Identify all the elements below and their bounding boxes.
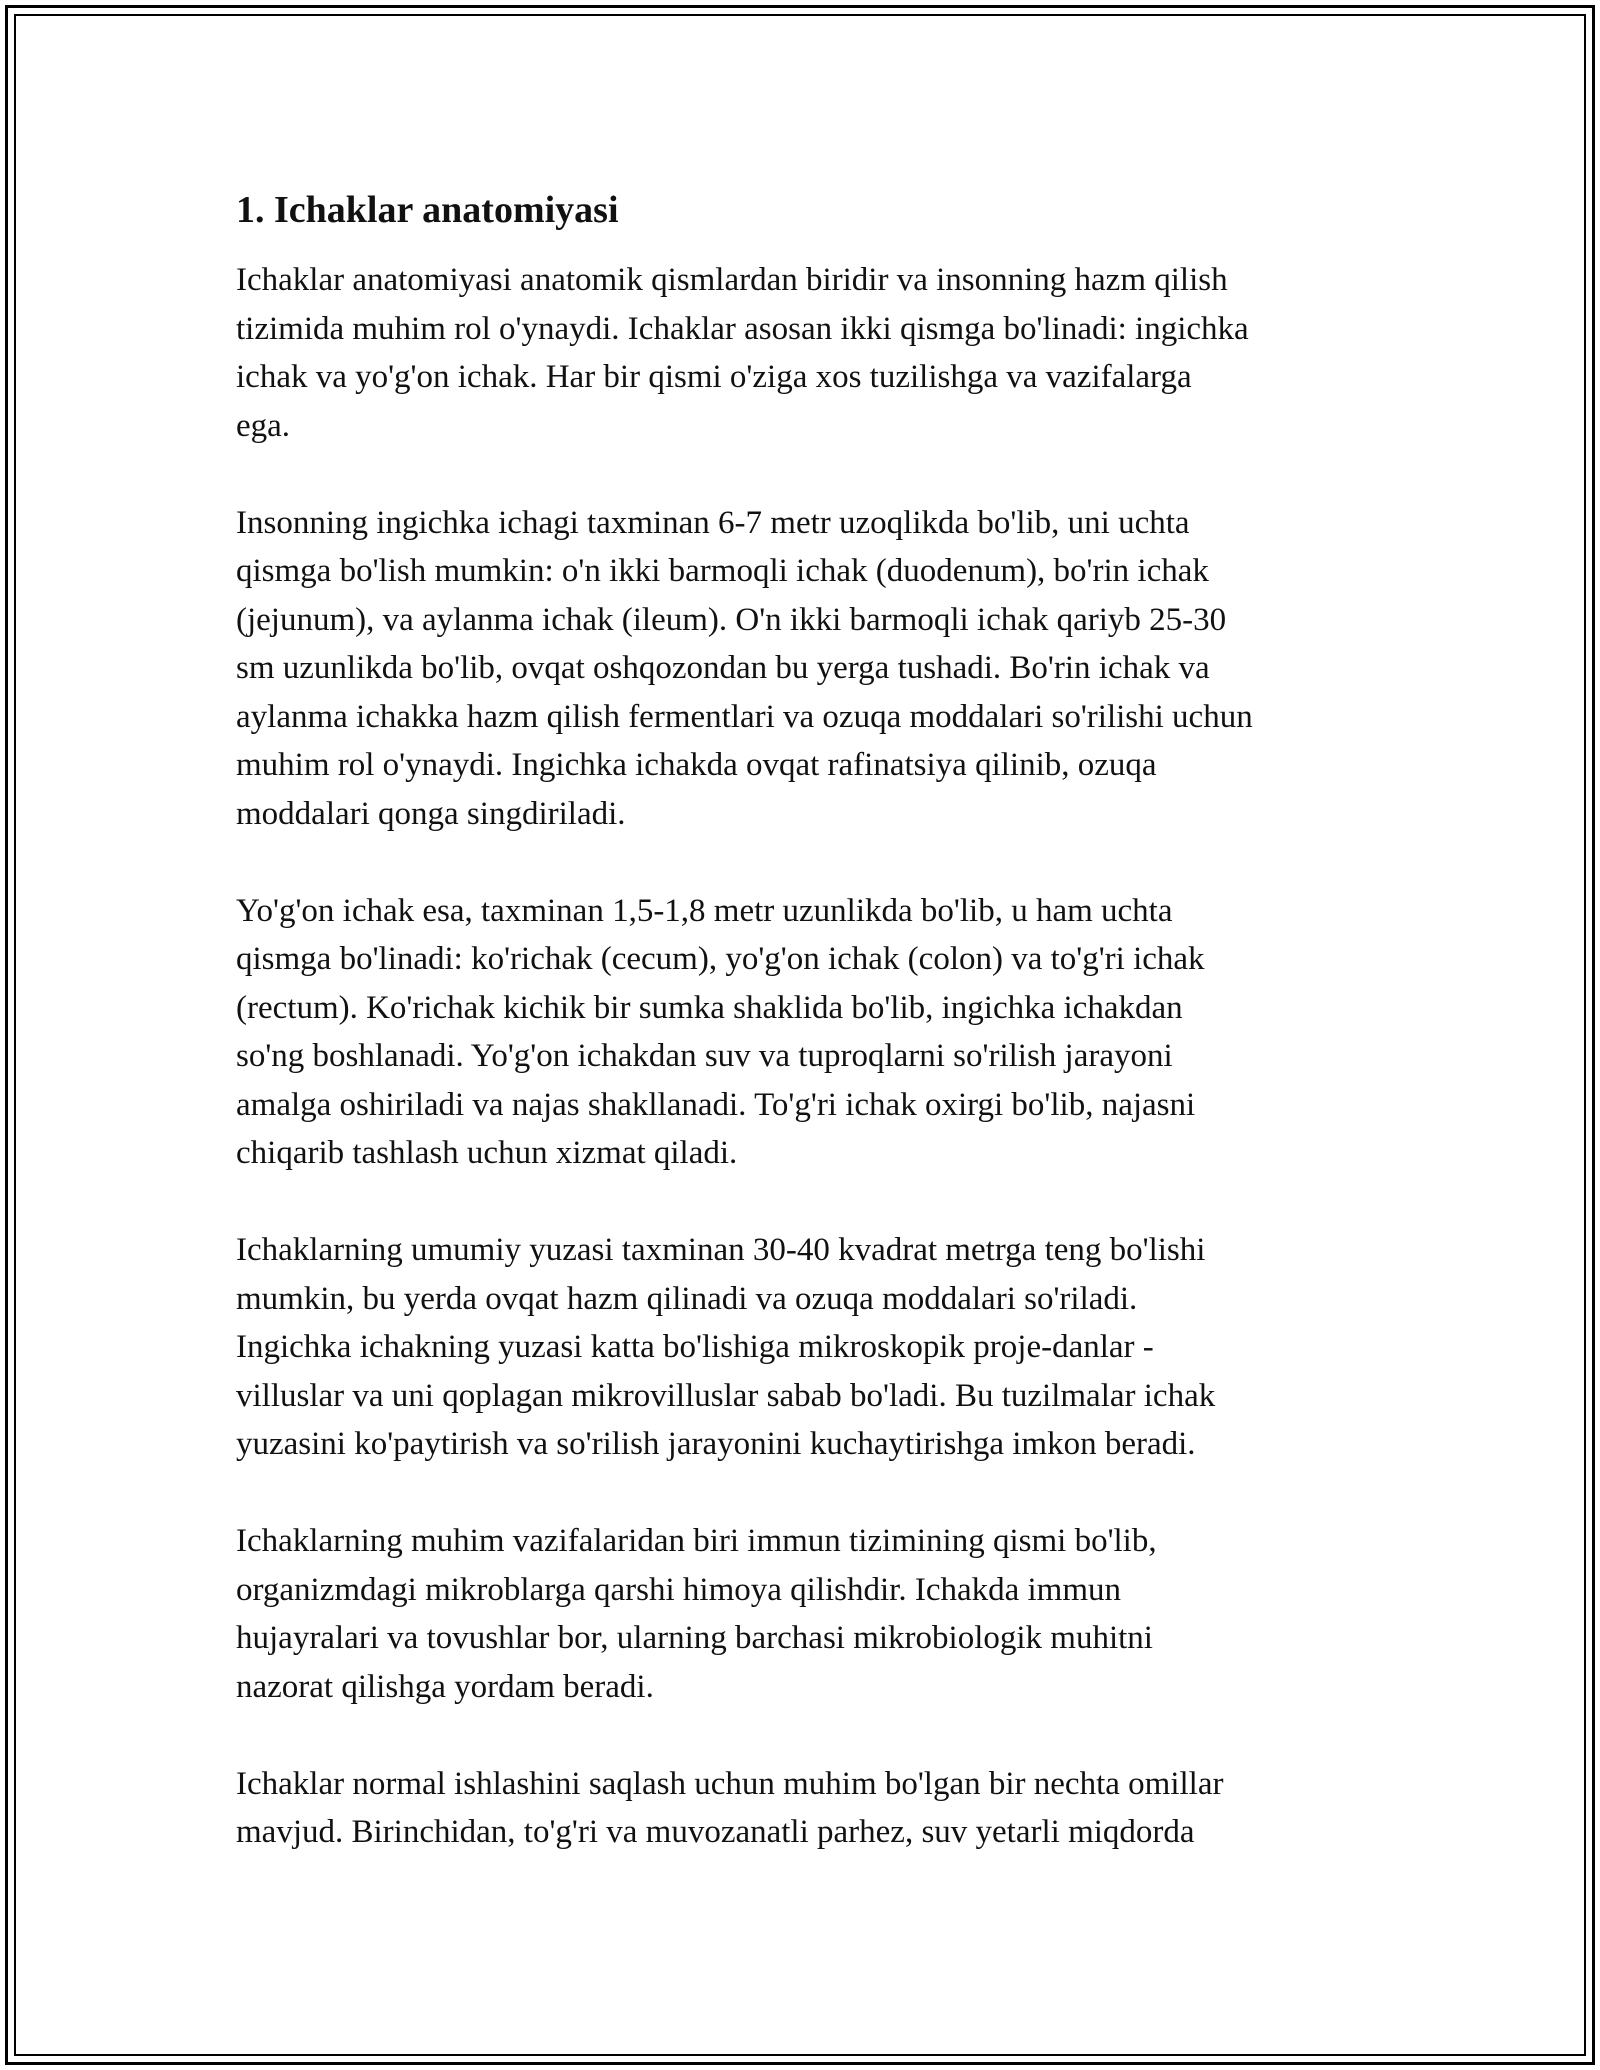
paragraph-line: Ingichka ichakning yuzasi katta bo'lishiga mikroskopik proje-danlar - <box>236 1329 1154 1365</box>
paragraph-line: hujayralari va tovushlar bor, ularning barchasi mikrobiologik muhitni <box>236 1620 1153 1656</box>
paragraph-line: mumkin, bu yerda ovqat hazm qilinadi va ozuqa moddalari so'riladi. <box>236 1280 1138 1317</box>
paragraph-line: (rectum). Ko'richak kichik bir sumka shaklida bo'lib, ingichka ichakdan <box>236 989 1183 1026</box>
document-body <box>236 186 1376 1905</box>
paragraph-line: qismga bo'lish mumkin: o'n ikki barmoqli ichak (duodenum), bo'rin ichak <box>236 553 1209 589</box>
paragraph-2 <box>236 499 1376 839</box>
paragraph-line: Ichaklar anatomiyasi anatomik qismlardan biridir va insonning hazm qilish <box>236 262 1228 298</box>
paragraph-line: moddalari qonga singdiriladi. <box>236 795 626 832</box>
paragraph-5 <box>236 1517 1376 1711</box>
paragraph-line: nazorat qilishga yordam beradi. <box>236 1668 654 1705</box>
paragraph-4 <box>236 1226 1376 1469</box>
paragraph-line: amalga oshiriladi va najas shakllanadi. To'g'ri ichak oxirgi bo'lib, najasni <box>236 1086 1196 1123</box>
paragraph-line: villuslar va uni qoplagan mikrovilluslar sabab bo'ladi. Bu tuzilmalar ichak <box>236 1377 1216 1414</box>
paragraph-line: tizimida muhim rol o'ynaydi. Ichaklar asosan ikki qismga bo'linadi: ingichka <box>236 310 1249 347</box>
paragraph-line: mavjud. Birinchidan, to'g'ri va muvozanatli parhez, suv yetarli miqdorda <box>236 1814 1195 1850</box>
paragraph-3 <box>236 887 1376 1178</box>
paragraph-line: organizmdagi mikroblarga qarshi himoya qilishdir. Ichakda immun <box>236 1571 1122 1608</box>
paragraph-line: muhim rol o'ynaydi. Ingichka ichakda ovqat rafinatsiya qilinib, ozuqa <box>236 747 1157 783</box>
paragraph-line: sm uzunlikda bo'lib, ovqat oshqozondan bu yerga tushadi. Bo'rin ichak va <box>236 650 1210 686</box>
section-heading: 1. Ichaklar anatomiyasi <box>236 189 619 231</box>
paragraph-line: Insonning ingichka ichagi taxminan 6-7 metr uzoqlikda bo'lib, uni uchta <box>236 504 1190 541</box>
paragraph-line: ichak va yo'g'on ichak. Har bir qismi o'ziga xos tuzilishga va vazifalarga <box>236 359 1192 395</box>
paragraph-line: Ichaklarning umumiy yuzasi taxminan 30-40 kvadrat metrga teng bo'lishi <box>236 1232 1206 1268</box>
paragraph-line: qismga bo'linadi: ko'richak (cecum), yo'g'on ichak (colon) va to'g'ri ichak <box>236 941 1205 977</box>
paragraph-line: Ichaklar normal ishlashini saqlash uchun muhim bo'lgan bir nechta omillar <box>236 1765 1224 1802</box>
paragraph-line: ega. <box>236 407 291 444</box>
paragraph-line: aylanma ichakka hazm qilish fermentlari va ozuqa moddalari so'rilishi uchun <box>236 698 1253 735</box>
paragraph-line: Ichaklarning muhim vazifalaridan biri immun tizimining qismi bo'lib, <box>236 1523 1157 1559</box>
paragraph-6 <box>236 1760 1376 1857</box>
paragraph-1 <box>236 256 1376 450</box>
paragraph-line: (jejunum), va aylanma ichak (ileum). O'n ikki barmoqli ichak qariyb 25-30 <box>236 601 1227 638</box>
paragraph-line: yuzasini ko'paytirish va so'rilish jarayonini kuchaytirishga imkon beradi. <box>236 1426 1196 1462</box>
paragraph-line: so'ng boshlanadi. Yo'g'on ichakdan suv va tuproqlarni so'rilish jarayoni <box>236 1038 1173 1074</box>
paragraph-line: Yo'g'on ichak esa, taxminan 1,5-1,8 metr uzunlikda bo'lib, u ham uchta <box>236 892 1173 929</box>
paragraph-line: chiqarib tashlash uchun xizmat qiladi. <box>236 1135 738 1171</box>
